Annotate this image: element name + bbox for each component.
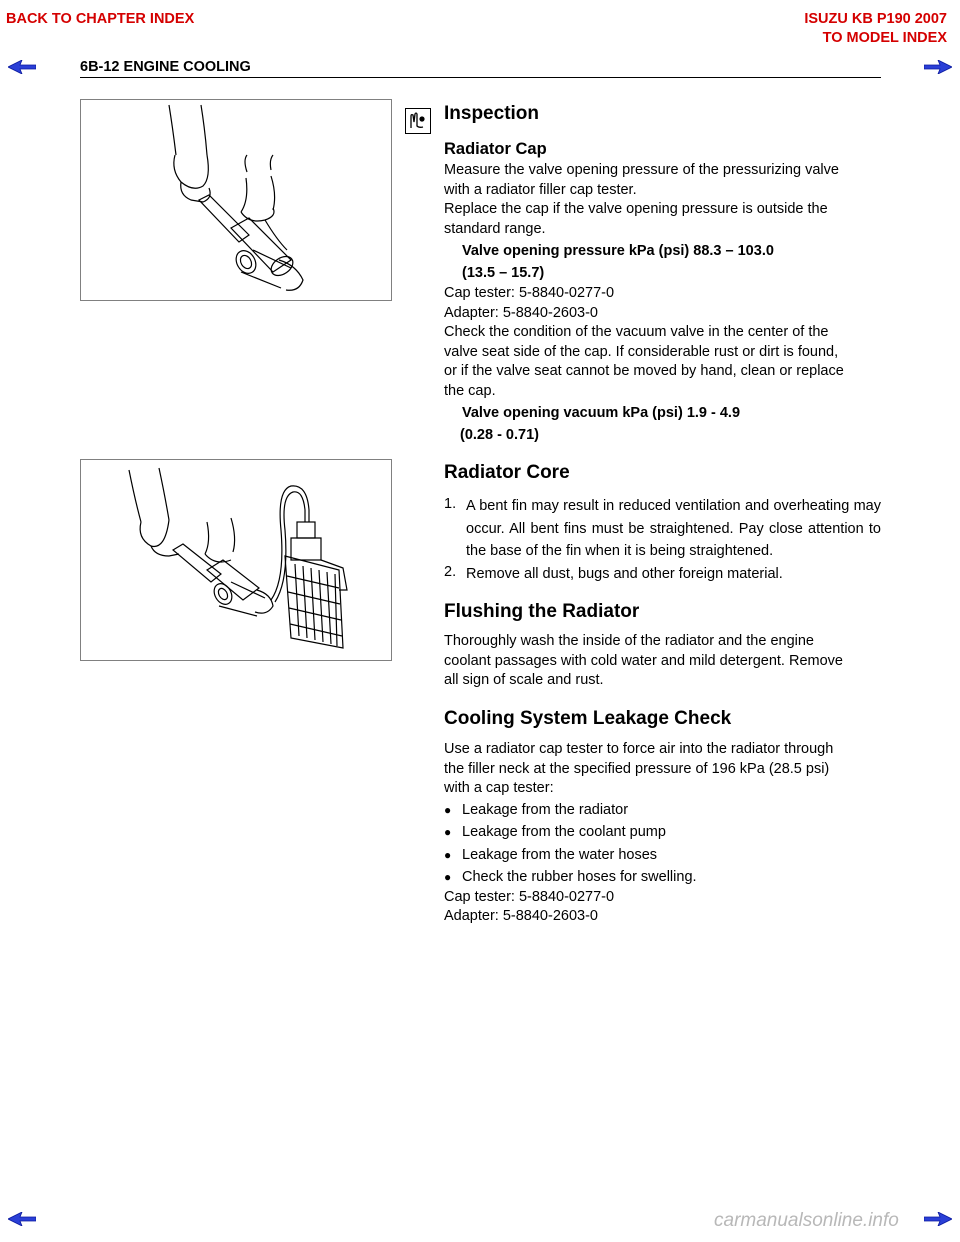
- spec-valve-opening-vacuum: Valve opening vacuum kPa (psi) 1.9 - 4.9: [462, 405, 741, 421]
- bullet-dot-icon: ●: [444, 870, 452, 884]
- text-line: Thoroughly wash the inside of the radiator and the engine: [444, 633, 814, 649]
- to-model-index-link[interactable]: TO MODEL INDEX: [822, 30, 947, 46]
- radiator-tester-illustration: [81, 460, 391, 660]
- spec-valve-opening-vacuum-psi: (0.28 - 0.71): [460, 427, 539, 443]
- prev-page-arrow-icon[interactable]: [8, 60, 36, 74]
- radiator-cap-heading: Radiator Cap: [444, 140, 547, 158]
- text-line: Adapter: 5-8840-2603-0: [444, 304, 598, 321]
- back-to-chapter-index-link[interactable]: BACK TO CHAPTER INDEX: [6, 11, 195, 27]
- leakage-check-heading: Cooling System Leakage Check: [444, 708, 732, 729]
- bullet-dot-icon: ●: [444, 847, 452, 862]
- bullet-dot-icon: ●: [444, 825, 452, 839]
- bullet-text: Leakage from the water hoses: [462, 846, 658, 863]
- bullet-text: Check the rubber hoses for swelling.: [462, 869, 697, 885]
- next-page-arrow-icon[interactable]: [924, 60, 952, 74]
- bullet-text: Leakage from the coolant pump: [462, 824, 666, 840]
- leakage-check-text: [444, 740, 884, 927]
- text-line: coolant passages with cold water and mild detergent. Remove: [444, 652, 843, 669]
- text-line: all sign of scale and rust.: [444, 672, 604, 688]
- bullet-dot-icon: ●: [444, 802, 452, 817]
- text-line: Measure the valve opening pressure of the pressurizing valve: [444, 162, 839, 178]
- bullet-item: [444, 801, 884, 824]
- flushing-heading: Flushing the Radiator: [444, 601, 640, 622]
- list-item-text: Remove all dust, bugs and other foreign material.: [466, 565, 783, 582]
- inspection-heading: Inspection: [444, 103, 540, 124]
- text-line: Cap tester: 5-8840-0277-0: [444, 285, 615, 301]
- text-line: Check the condition of the vacuum valve in the center of the: [444, 324, 829, 340]
- text-line: Use a radiator cap tester to force air into the radiator through: [444, 741, 834, 757]
- text-line: with a radiator filler cap tester.: [444, 181, 637, 198]
- watermark-text: carmanualsonline.info: [714, 1210, 899, 1231]
- next-page-arrow-icon[interactable]: [924, 1212, 952, 1226]
- text-line: valve seat side of the cap. If considerable rust or dirt is found,: [444, 343, 839, 360]
- radiator-core-heading: Radiator Core: [444, 462, 570, 483]
- text-line: standard range.: [444, 220, 546, 237]
- bullet-item: [444, 823, 884, 846]
- list-item-number: 2.: [444, 563, 457, 580]
- spec-valve-opening-pressure: Valve opening pressure kPa (psi) 88.3 – 103.0: [462, 243, 774, 259]
- radiator-core-list: [444, 495, 884, 585]
- radiator-cap-text: [444, 161, 884, 446]
- flushing-text: [444, 632, 884, 691]
- page-title: 6B-12 ENGINE COOLING: [80, 59, 251, 75]
- text-line: Cap tester: 5-8840-0277-0: [444, 888, 615, 905]
- figure-radiator-cap-tester: [80, 99, 392, 301]
- header-rule: [80, 77, 881, 78]
- list-item-number: 1.: [444, 496, 457, 512]
- prev-page-arrow-icon[interactable]: [8, 1212, 36, 1226]
- list-item: [444, 563, 884, 586]
- figure-radiator-leak-test: [80, 459, 392, 661]
- text-line: with a cap tester:: [444, 780, 554, 796]
- bullet-item: [444, 846, 884, 869]
- model-title-link[interactable]: ISUZU KB P190 2007: [804, 11, 947, 27]
- magnifier-hand-icon: [405, 108, 431, 134]
- bullet-text: Leakage from the radiator: [462, 801, 629, 818]
- list-item-text: A bent fin may result in reduced ventilation and overheating may occur. All bent fins must be straightened. Pay close attention to the base of the fin when it is being straightened.: [466, 498, 881, 559]
- list-item: [444, 495, 884, 563]
- text-line: Replace the cap if the valve opening pressure is outside the: [444, 201, 828, 217]
- text-line: or if the valve seat cannot be moved by hand, clean or replace: [444, 363, 844, 379]
- spec-valve-opening-pressure-psi: (13.5 – 15.7): [462, 265, 545, 281]
- text-line: Adapter: 5-8840-2603-0: [444, 908, 598, 924]
- text-line: the filler neck at the specified pressure of 196 kPa (28.5 psi): [444, 760, 830, 777]
- text-line: the cap.: [444, 382, 496, 399]
- cap-tester-illustration: [81, 100, 391, 300]
